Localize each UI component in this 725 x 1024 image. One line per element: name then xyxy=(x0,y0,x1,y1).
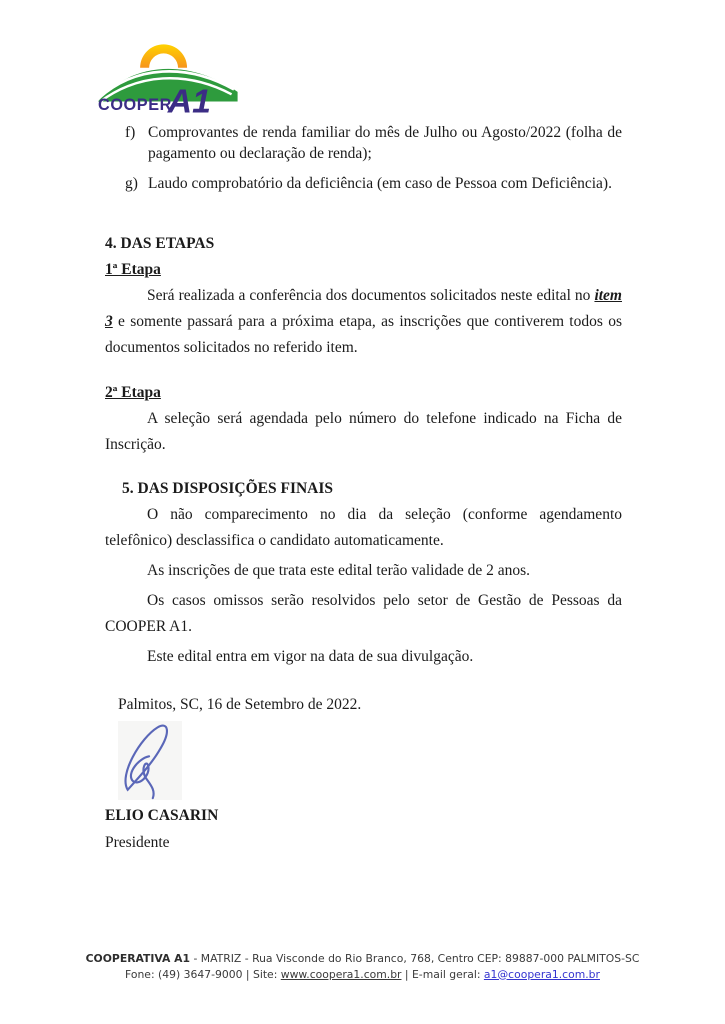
list-item-text: Comprovantes de renda familiar do mês de Julho ou Agosto/2022 (folha de pagamento ou declaração de renda); xyxy=(148,124,622,162)
document-body xyxy=(105,122,622,853)
footer-email-label: | E-mail geral: xyxy=(401,967,484,981)
page-footer xyxy=(0,951,725,982)
etapa-1-text-after: e somente passará para a próxima etapa, as inscrições que contiverem todos os documentos solicitados no referido item. xyxy=(105,313,622,356)
date-place-line: Palmitos, SC, 16 de Setembro de 2022. xyxy=(118,696,362,713)
signer-title: Presidente xyxy=(105,834,170,851)
footer-address-line xyxy=(0,951,725,967)
etapa-1-text-before: Será realizada a conferência dos documentos solicitados neste edital no xyxy=(147,287,595,304)
email-link[interactable]: a1@coopera1.com.br xyxy=(483,967,600,981)
list-item xyxy=(105,122,622,164)
footer-org-name: COOPERATIVA A1 xyxy=(85,952,191,965)
section-5-paragraph: Os casos omissos serão resolvidos pelo setor de Gestão de Pessoas da COOPER A1. xyxy=(105,592,622,635)
footer-contact-line xyxy=(0,967,725,983)
section-5-paragraph: As inscrições de que trata este edital terão validade de 2 anos. xyxy=(147,562,531,579)
footer-address-text: - MATRIZ - Rua Visconde do Rio Branco, 768, Centro CEP: 89887-000 PALMITOS-SC xyxy=(190,952,640,965)
section-5-paragraph: Este edital entra em vigor na data de sua divulgação. xyxy=(147,648,474,665)
etapa-2-heading: 2ª Etapa xyxy=(105,384,161,401)
site-link[interactable]: www.coopera1.com.br xyxy=(280,967,402,981)
list-item xyxy=(105,173,622,194)
etapa-2-paragraph: A seleção será agendada pelo número do telefone indicado na Ficha de Inscrição. xyxy=(105,410,622,453)
item-3-reference: item 3 xyxy=(105,287,622,330)
section-5-paragraph: O não comparecimento no dia da seleção (conforme agendamento telefônico) desclassifica o candidato automaticamente. xyxy=(105,506,622,549)
signer-name: ELIO CASARIN xyxy=(105,807,219,824)
section-5-heading: 5. DAS DISPOSIÇÕES FINAIS xyxy=(122,480,334,497)
etapa-1-paragraph xyxy=(105,283,622,361)
document-checklist xyxy=(105,122,622,194)
svg-text:A1: A1 xyxy=(167,83,211,114)
etapa-1-heading: 1ª Etapa xyxy=(105,261,161,278)
footer-phone-text: Fone: (49) 3647-9000 | Site: xyxy=(125,967,281,981)
cooper-a1-logo-icon xyxy=(98,30,240,114)
list-item-marker: f) xyxy=(125,124,136,141)
section-4-heading: 4. DAS ETAPAS xyxy=(105,235,215,252)
svg-text:COOPER: COOPER xyxy=(98,95,172,114)
signature-image xyxy=(118,721,182,800)
list-item-marker: g) xyxy=(125,175,138,192)
list-item-text: Laudo comprobatório da deficiência (em caso de Pessoa com Deficiência). xyxy=(148,175,612,192)
